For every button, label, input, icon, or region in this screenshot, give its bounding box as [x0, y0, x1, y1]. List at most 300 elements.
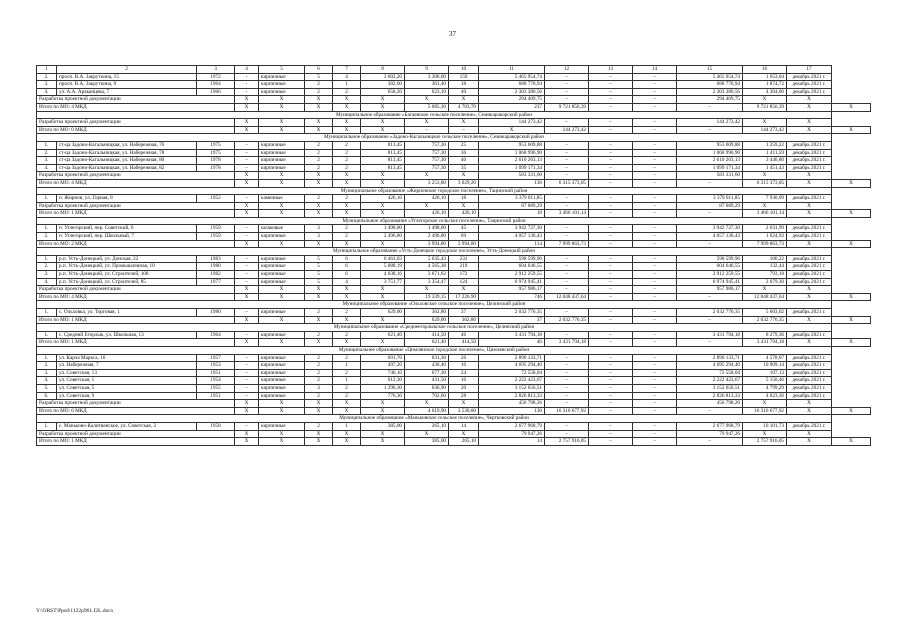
address-cell: р.п. Усть-Донецкий, ул. Строителей, 108 [57, 271, 197, 279]
table-cell: X [305, 179, 333, 187]
table-cell: кирпичные [259, 384, 305, 392]
table-cell: 3 994,80 [405, 240, 449, 248]
table-cell: – [545, 362, 589, 370]
table-row [37, 233, 871, 241]
table-cell: 7 930,09 [743, 195, 787, 203]
table-cell: – [633, 141, 677, 149]
table-cell: 1978 [197, 164, 235, 172]
table-cell: – [589, 195, 633, 203]
table-cell: 1 259,22 [743, 141, 787, 149]
table-cell: – [589, 96, 633, 104]
municipality-section-header [37, 415, 871, 423]
section-title: Муниципальное образование «Ольховское сельское поселение», Целинский район [37, 301, 832, 309]
table-cell: X [235, 240, 259, 248]
table-cell: 24 [449, 369, 479, 377]
table-cell: – [677, 126, 743, 134]
table-cell: 426,10 [361, 195, 405, 203]
table-cell: X [259, 179, 305, 187]
municipality-section-header [37, 187, 871, 195]
table-cell: 631,30 [405, 354, 449, 362]
page-number: 37 [449, 30, 456, 38]
table-cell: 237 [479, 103, 545, 111]
table-cell: 2 [305, 362, 333, 370]
table-cell: X [259, 400, 305, 408]
table-cell: X [333, 430, 361, 438]
table-cell: 2. [37, 263, 57, 271]
table-cell: X [235, 119, 259, 127]
table-cell: 2 757 916,05 [743, 438, 787, 446]
table-cell: 426,10 [449, 210, 479, 218]
column-number: 3 [197, 66, 235, 74]
table-cell: – [633, 149, 677, 157]
table-cell: X [333, 400, 361, 408]
address-cell: п. Жирнов, ул. Горная, 8 [57, 195, 197, 203]
table-cell: X [361, 286, 405, 294]
table-cell: – [235, 384, 259, 392]
table-cell: X [333, 179, 361, 187]
table-cell: – [235, 278, 259, 286]
table-cell: 497,20 [361, 362, 405, 370]
table-cell: – [545, 73, 589, 81]
table-cell: X [235, 126, 259, 134]
table-cell: X [333, 96, 361, 104]
table-cell: – [589, 309, 633, 317]
table-cell: 2 [305, 149, 333, 157]
table-cell: X [405, 202, 449, 210]
table-cell: – [589, 286, 633, 294]
column-number: 14 [633, 66, 677, 74]
table-cell: X [832, 103, 871, 111]
table-cell: X [361, 339, 405, 347]
table-cell: X [305, 126, 333, 134]
table-cell: кирпичные [259, 255, 305, 263]
table-cell: декабрь 2021 г. [787, 331, 832, 339]
table-cell: 6 974 945,41 [479, 278, 545, 286]
table-cell: – [545, 172, 589, 180]
table-cell: 12 048 437,64 [743, 293, 787, 301]
table-cell: 231 [449, 255, 479, 263]
table-cell: X [235, 286, 259, 294]
table-cell: декабрь 2021 г. [787, 255, 832, 263]
table-cell: – [545, 309, 589, 317]
column-number: 5 [259, 66, 305, 74]
table-cell: – [589, 438, 633, 446]
table-cell: – [589, 255, 633, 263]
table-cell: – [589, 233, 633, 241]
table-cell: 2 [333, 309, 361, 317]
table-cell: декабрь 2021 г. [787, 377, 832, 385]
table-cell: X [449, 202, 479, 210]
table-cell: декабрь 2021 г. [787, 362, 832, 370]
table-row [37, 141, 871, 149]
table-cell: - [235, 88, 259, 96]
table-cell: кирпичные [259, 88, 305, 96]
table-cell: X [235, 407, 259, 415]
table-cell: 2 032 776,35 [545, 316, 589, 324]
table-cell: 691,70 [361, 354, 405, 362]
table-cell: – [235, 309, 259, 317]
table-cell: – [633, 119, 677, 127]
table-cell: кирпичные [259, 263, 305, 271]
table-cell: 1977 [197, 278, 235, 286]
table-cell: декабрь 2021 г. [787, 384, 832, 392]
table-cell: 1. [37, 141, 57, 149]
table-cell: кирпичные [259, 73, 305, 81]
table-cell: – [677, 339, 743, 347]
table-cell: 5. [37, 384, 57, 392]
address-cell: ул. Советская, 9 [57, 392, 197, 400]
column-number: 15 [677, 66, 743, 74]
table-cell: X [361, 96, 405, 104]
table-cell: 5 465 954,74 [677, 73, 743, 81]
table-cell: – [545, 369, 589, 377]
table-cell: X [787, 210, 832, 218]
table-cell: – [545, 271, 589, 279]
table-cell: 1 624,93 [743, 233, 787, 241]
table-cell: X [305, 240, 333, 248]
table-cell: 1954 [197, 377, 235, 385]
table-cell: 3. [37, 271, 57, 279]
table-cell: 2. [37, 73, 57, 81]
table-cell: 4 619,90 [405, 407, 449, 415]
table-cell: 3 446,80 [743, 157, 787, 165]
table-cell: 361,40 [405, 81, 449, 89]
table-cell: – [235, 362, 259, 370]
section-title: Муниципальное образование «Жирновское городское поселение», Тацинский район [37, 187, 832, 195]
table-cell: 45 [449, 225, 479, 233]
table-cell: 3 671,62 [405, 271, 449, 279]
municipality-section-header [37, 248, 871, 256]
table-cell: – [633, 369, 677, 377]
table-cell: X [235, 316, 259, 324]
table-cell: кирпичные [259, 369, 305, 377]
table-cell: 3 [305, 233, 333, 241]
row-label: Итого по МО: 2 МКД [37, 240, 235, 248]
table-cell: 1 068 996,90 [479, 149, 545, 157]
table-cell: – [545, 263, 589, 271]
table-cell: X [832, 240, 871, 248]
total-row [37, 316, 871, 324]
table-cell: 17 226,90 [449, 293, 479, 301]
section-title: Муниципальное образование «Усть-Донецкое городское поселение», Усть-Донецкий район [37, 248, 832, 256]
address-cell: р.п. Усть-Донецкий, ул. Строителей, 85 [57, 278, 197, 286]
table-cell: – [633, 164, 677, 172]
column-number: 10 [449, 66, 479, 74]
table-row [37, 384, 871, 392]
table-cell: 2 [333, 354, 361, 362]
table-cell: декабрь 2021 г. [787, 195, 832, 203]
total-row [37, 172, 871, 180]
row-label: Итого по МО: 1 МКД [37, 339, 235, 347]
table-cell: – [235, 331, 259, 339]
table-cell: 6 315 373,05 [743, 179, 787, 187]
table-cell: 16 [449, 377, 479, 385]
table-cell: – [545, 278, 589, 286]
table-cell: X [361, 179, 405, 187]
table-cell: – [235, 149, 259, 157]
table-cell: 69 [449, 233, 479, 241]
table-cell: X [787, 339, 832, 347]
table-cell: X [305, 407, 333, 415]
table-cell: 1. [37, 195, 57, 203]
table-row [37, 422, 871, 430]
table-cell: 3 354,47 [405, 278, 449, 286]
table-cell: 1 451,43 [743, 164, 787, 172]
table-cell: 2 [333, 225, 361, 233]
table-cell: X [333, 103, 361, 111]
table-cell: X [361, 240, 405, 248]
section-title: Муниципальное образование «Углегорское сельское поселение», Тацинский район [37, 217, 832, 225]
table-cell: 1 498,00 [405, 225, 449, 233]
table-cell: 46 [479, 339, 545, 347]
table-cell: – [589, 164, 633, 172]
table-cell: 144 273,42 [545, 126, 589, 134]
table-cell: 2 [333, 233, 361, 241]
table-cell: – [589, 179, 633, 187]
table-cell: декабрь 2021 г. [787, 263, 832, 271]
table-cell: 3 [305, 384, 333, 392]
table-cell: 385,00 [405, 438, 449, 446]
table-cell: 1964 [197, 81, 235, 89]
table-cell: 2 826 813,33 [677, 392, 743, 400]
table-cell: кирпичные [259, 81, 305, 89]
table-cell: – [545, 141, 589, 149]
table-cell: 2 912 259,55 [677, 271, 743, 279]
table-cell: – [589, 354, 633, 362]
table-cell: 37 [449, 309, 479, 317]
table-cell: каменные [259, 195, 305, 203]
table-cell: – [589, 126, 633, 134]
table-cell: 2 [333, 149, 361, 157]
table-cell: – [633, 103, 677, 111]
table-cell: – [677, 316, 743, 324]
address-cell: с. Ольховка, ул. Торговая, 1 [57, 309, 197, 317]
row-label: Разработка проектной документации [37, 400, 235, 408]
section-title: Муниципальное образование «Задоно-Кагальницкое сельское поселение», Семикаракорский район [37, 134, 832, 142]
table-cell: 2 496,80 [405, 233, 449, 241]
table-cell: 583 331,60 [677, 172, 743, 180]
table-cell: 1. [37, 309, 57, 317]
table-cell: – [589, 172, 633, 180]
table-cell: 1 068 996,90 [677, 149, 743, 157]
table-cell: 1975 [197, 141, 235, 149]
table-cell: декабрь 2021 г. [787, 164, 832, 172]
table-cell: – [235, 233, 259, 241]
table-cell: X [361, 438, 405, 446]
table-cell: – [235, 195, 259, 203]
table-cell: 953 609,88 [677, 141, 743, 149]
table-row [37, 362, 871, 370]
row-label: Разработка проектной документации [37, 202, 235, 210]
table-cell: – [633, 195, 677, 203]
table-cell: 10 909,14 [743, 362, 787, 370]
table-cell: X [449, 172, 479, 180]
table-cell: 2 [333, 195, 361, 203]
table-cell: 12 048 437,64 [545, 293, 589, 301]
table-cell: 4 304,06 [743, 88, 787, 96]
table-cell: кирпичные [259, 331, 305, 339]
table-cell: 2 890 133,71 [677, 354, 743, 362]
table-cell: X [743, 430, 787, 438]
address-cell: ул. Набережная, 7 [57, 362, 197, 370]
table-cell: декабрь 2021 г. [787, 157, 832, 165]
table-cell: 1 296,30 [361, 384, 405, 392]
table-cell: декабрь 2021 г. [787, 278, 832, 286]
table-cell: – [633, 392, 677, 400]
table-cell: – [235, 377, 259, 385]
table-cell: 87 089,29 [479, 202, 545, 210]
table-cell: 813,45 [361, 164, 405, 172]
table-cell: – [633, 377, 677, 385]
table-cell: декабрь 2021 г. [787, 271, 832, 279]
table-cell: X [787, 202, 832, 210]
table-cell: 4. [37, 278, 57, 286]
table-cell: – [589, 316, 633, 324]
total-row [37, 407, 871, 415]
table-cell: 3 379 011,85 [479, 195, 545, 203]
column-number: 13 [589, 66, 633, 74]
row-label: Итого по МО: 4 МКД [37, 293, 235, 301]
table-cell: – [633, 384, 677, 392]
table-cell: 136 [479, 179, 545, 187]
table-cell: X [832, 293, 871, 301]
table-cell: кирпичные [259, 157, 305, 165]
table-cell: – [235, 354, 259, 362]
table-cell: X [235, 103, 259, 111]
table-cell: X [405, 119, 449, 127]
table-cell: X [449, 430, 479, 438]
table-cell: 114 [479, 240, 545, 248]
table-cell: 658,20 [361, 88, 405, 96]
table-cell: 2. [37, 362, 57, 370]
table-cell: X [333, 240, 361, 248]
table-cell: 14 [449, 422, 479, 430]
table-cell: 629,00 [361, 309, 405, 317]
table-cell: X [361, 210, 405, 218]
table-cell: – [589, 103, 633, 111]
table-cell: 1 874,72 [743, 81, 787, 89]
table-cell: – [589, 157, 633, 165]
table-cell: 3 306,60 [405, 73, 449, 81]
table-cell: – [633, 278, 677, 286]
table-cell: 2 [333, 141, 361, 149]
table-cell: – [677, 179, 743, 187]
table-cell: X [333, 202, 361, 210]
table-cell: 1978 [197, 157, 235, 165]
table-cell: 1. [37, 331, 57, 339]
table-cell: X [832, 316, 871, 324]
table-cell: - [235, 81, 259, 89]
table-cell: 16 316 677,92 [545, 407, 589, 415]
table-cell: – [589, 331, 633, 339]
table-cell: декабрь 2021 г. [787, 225, 832, 233]
table-cell: X [787, 103, 832, 111]
table-cell: 385,00 [361, 422, 405, 430]
table-row [37, 225, 871, 233]
table-cell: X [787, 293, 832, 301]
municipality-section-header [37, 217, 871, 225]
table-cell: 4. [37, 377, 57, 385]
row-label: Разработка проектной документации [37, 172, 235, 180]
table-cell: 1 [333, 377, 361, 385]
document-file-path: Y:\ORST\Ppsd\1122p961.f2L.docx [36, 608, 114, 614]
table-cell: 621,40 [405, 339, 449, 347]
table-cell: 604 646,55 [479, 263, 545, 271]
table-cell: 3 [305, 225, 333, 233]
table-cell: 25 [449, 141, 479, 149]
table-cell: X [305, 119, 333, 127]
table-cell: – [589, 384, 633, 392]
table-cell: 431,50 [405, 377, 449, 385]
table-cell: – [545, 119, 589, 127]
table-cell: 2 912 259,55 [479, 271, 545, 279]
table-cell: 2 677 968,79 [479, 422, 545, 430]
table-cell: 3 431 794,18 [677, 331, 743, 339]
address-cell: просп. В.А. Закруткина, 9 [57, 81, 197, 89]
table-cell: – [589, 81, 633, 89]
table-cell: 4 023,36 [743, 392, 787, 400]
table-cell: 4 [333, 73, 361, 81]
table-cell: 3 994,80 [449, 240, 479, 248]
table-cell: 144 273,42 [677, 119, 743, 127]
table-cell: 3 466 101,14 [743, 210, 787, 218]
table-cell: 9 721 856,39 [743, 103, 787, 111]
table-cell: 3 431 794,18 [743, 339, 787, 347]
section-title: Муниципальное образование «Среднеегорлыкское сельское поселение», Целинский район [37, 324, 832, 332]
table-cell: X [479, 126, 545, 134]
table-row [37, 271, 871, 279]
table-cell: – [449, 126, 479, 134]
table-cell: – [633, 255, 677, 263]
address-cell: ул. Советская, 1 [57, 377, 197, 385]
table-cell: – [633, 407, 677, 415]
table-cell: X [787, 430, 832, 438]
table-cell: X [305, 293, 333, 301]
table-cell: – [633, 179, 677, 187]
table-cell: X [305, 400, 333, 408]
table-cell: 4 578,07 [743, 354, 787, 362]
table-cell: 6 461,03 [361, 255, 405, 263]
table-cell: 265,10 [449, 438, 479, 446]
table-cell: 2 303 380,56 [479, 88, 545, 96]
table-cell: – [589, 225, 633, 233]
table-cell: X [405, 96, 449, 104]
table-cell: 144 273,42 [479, 119, 545, 127]
table-cell: 3 253,80 [405, 179, 449, 187]
table-cell: – [633, 233, 677, 241]
table-cell: X [787, 119, 832, 127]
table-cell: – [545, 81, 589, 89]
table-cell: – [545, 392, 589, 400]
table-cell: – [633, 309, 677, 317]
table-cell: X [405, 172, 449, 180]
table-cell: 10 101,73 [743, 422, 787, 430]
table-cell: – [677, 407, 743, 415]
address-cell: ст-ца Задоно-Кагальницкая, ул. Набережная, 78 [57, 149, 197, 157]
row-label: Итого по МО: 4 МКД [37, 179, 235, 187]
table-cell: – [633, 126, 677, 134]
table-cell: 265,10 [405, 422, 449, 430]
table-cell: 4 057 136,43 [479, 233, 545, 241]
table-cell: кирпичные [259, 377, 305, 385]
table-cell: – [633, 354, 677, 362]
table-cell: – [589, 430, 633, 438]
table-cell: 3 466 101,14 [545, 210, 589, 218]
address-cell: р.п. Усть-Донецкий, ул. Промышленная, 10 [57, 263, 197, 271]
table-cell: X [361, 400, 405, 408]
table-cell: X [259, 240, 305, 248]
table-cell: – [235, 225, 259, 233]
